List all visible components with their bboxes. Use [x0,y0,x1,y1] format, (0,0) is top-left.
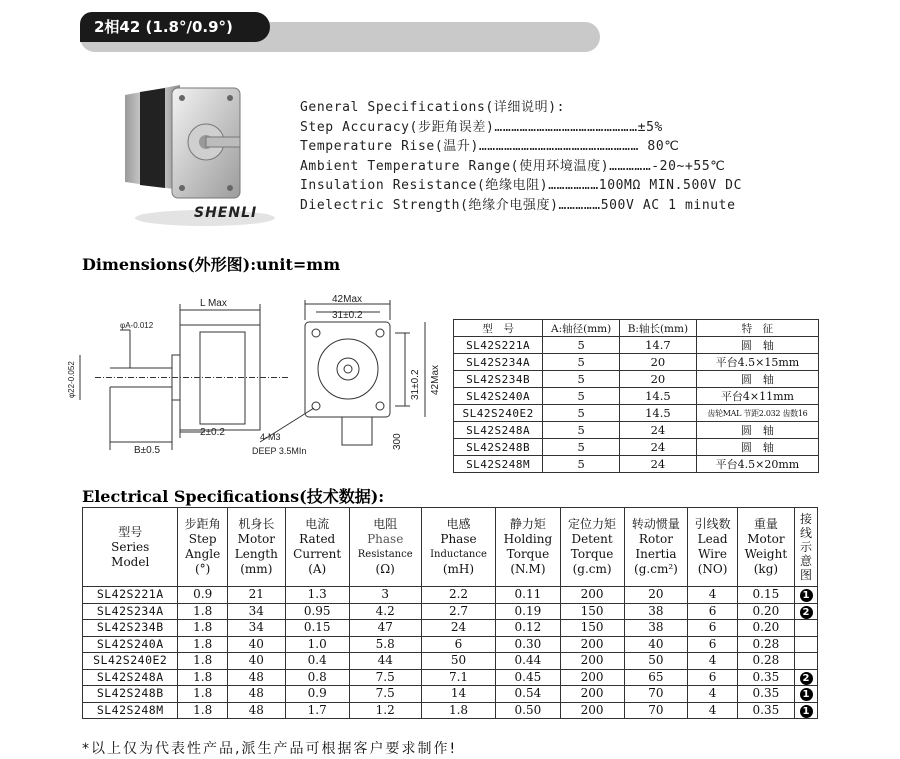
table-header-row [454,320,819,337]
model-cell: SL42S234A [83,603,178,620]
feature-cell: 圆 轴 [696,422,818,439]
col-header [688,508,737,587]
value-cell: 38 [624,620,688,637]
col-header-line: Phase [367,532,404,546]
value-cell: 4 [688,702,737,719]
col-header [624,508,688,587]
value-cell: 3 [349,587,421,604]
table-row [454,456,819,473]
col-header-line: Inertia [635,547,677,561]
value-cell: 1.3 [285,587,349,604]
table-row [454,405,819,422]
height-31-label: 31±0.2 [410,369,421,400]
shaft-len-cell: 14.5 [619,405,696,422]
value-cell: 0.9 [178,587,227,604]
shaft-dia-cell: 5 [543,422,620,439]
value-cell: 44 [349,653,421,670]
shaft-len-cell: 20 [619,354,696,371]
table-row [83,669,818,686]
col-header-line: Inductance [430,549,487,560]
screw-label: 4-M3 [260,432,281,442]
col-header-line: 重量 [753,517,778,531]
model-cell: SL42S240E2 [83,653,178,670]
value-cell: 200 [560,686,624,703]
model-cell: SL42S248M [83,702,178,719]
value-cell: 200 [560,653,624,670]
model-cell: SL42S248A [83,669,178,686]
value-cell: 1.8 [178,686,227,703]
model-cell: SL42S248B [83,686,178,703]
value-cell: 0.15 [285,620,349,637]
value-cell: 0.15 [737,587,794,604]
feature-cell: 平台4×11mm [696,388,818,405]
value-cell: 47 [349,620,421,637]
table-row [454,337,819,354]
model-cell: SL42S248B [454,439,543,456]
value-cell: 1.8 [421,702,495,719]
value-cell: 0.35 [737,702,794,719]
value-cell: 0.28 [737,636,794,653]
value-cell: 0.4 [285,653,349,670]
general-specifications [300,98,742,215]
col-header-line: Phase [440,532,477,546]
value-cell: 70 [624,686,688,703]
value-cell: 40 [624,636,688,653]
value-cell: 48 [227,669,285,686]
shaft-dia-cell: 5 [543,337,620,354]
width-42-label: 42Max [332,294,363,305]
lmax-label: L Max [200,298,227,309]
col-header [349,508,421,587]
shaft-dia-cell: 5 [543,354,620,371]
value-cell: 50 [421,653,495,670]
spec-line: Step Accuracy(步距角误差)……………………………………………±5% [300,119,663,135]
value-cell: 24 [421,620,495,637]
col-header-char: 意 [800,554,813,568]
table-row [83,636,818,653]
col-header-line: (°) [195,562,211,576]
shaft-len-cell: 14.7 [619,337,696,354]
width-31-label: 31±0.2 [332,310,363,321]
col-header-line: Weight [744,547,788,561]
wiring-diagram-badge: 1 [800,705,813,718]
value-cell: 0.19 [496,603,560,620]
page-title: 2相42 (1.8°/0.9°) [80,12,270,42]
model-cell: SL42S248A [454,422,543,439]
col-header-line: Holding [503,532,553,546]
value-cell: 34 [227,620,285,637]
value-cell: 1.7 [285,702,349,719]
value-cell: 7.5 [349,669,421,686]
col-header-line: Torque [506,547,550,561]
table-row [454,371,819,388]
table-row [83,653,818,670]
value-cell: 150 [560,603,624,620]
col-header-char: 线 [800,526,813,540]
col-header [737,508,794,587]
value-cell: 0.30 [496,636,560,653]
value-cell: 0.20 [737,620,794,637]
table-row [83,620,818,637]
col-header-line: Model [111,554,150,569]
shaft-dia-cell: 5 [543,405,620,422]
value-cell: 0.12 [496,620,560,637]
col-header [560,508,624,587]
feature-cell: 平台4.5×20mm [696,456,818,473]
col-header-line: 定位力矩 [568,517,617,531]
col-header-line: Step [188,532,217,546]
value-cell: 48 [227,702,285,719]
dimensions-title: Dimensions(外形图):unit=mm [82,255,341,274]
col-header: 型 号 [454,320,543,337]
electrical-title: Electrical Specifications(技术数据): [82,487,385,506]
wiring-diagram-badge: 1 [800,589,813,602]
col-header: B:轴长(mm) [619,320,696,337]
value-cell: 5.8 [349,636,421,653]
shaft-len-cell: 14.5 [619,388,696,405]
col-header-line: (NO) [697,562,728,576]
value-cell: 4.2 [349,603,421,620]
wiring-diagram-badge: 1 [800,688,813,701]
col-header-line: Current [293,547,342,561]
col-header-line: (N.M) [510,562,546,576]
value-cell: 1.0 [285,636,349,653]
wiring-cell [795,620,818,637]
spec-line: Insulation Resistance(绝缘电阻)………………100MΩ MIN.500V DC [300,178,743,193]
value-cell: 150 [560,620,624,637]
value-cell: 1.2 [349,702,421,719]
value-cell: 200 [560,702,624,719]
col-header-line: 静力矩 [509,517,546,531]
col-header-line: (mH) [442,562,475,576]
value-cell: 2.2 [421,587,495,604]
col-header-line: Wire [698,547,727,561]
value-cell: 6 [688,603,737,620]
value-cell: 6 [688,669,737,686]
spec-line: General Specifications(详细说明): [300,100,566,115]
col-header-line: (kg) [753,562,779,576]
col-header [227,508,285,587]
wiring-diagram-badge: 2 [800,672,813,685]
value-cell: 200 [560,669,624,686]
spec-line: Temperature Rise(温升)………………………………………………… 80℃ [300,139,680,154]
shaft-len-cell: 24 [619,439,696,456]
col-header-line: Rated [299,532,336,546]
spec-line: Dielectric Strength(绝缘介电强度)……………500V AC 1 minute [300,197,736,213]
dimension-drawing [60,290,450,465]
col-header-line: Lead [697,532,728,546]
col-header-char: 示 [800,540,813,554]
shaft-dia-cell: 5 [543,439,620,456]
value-cell: 48 [227,686,285,703]
value-cell: 65 [624,669,688,686]
value-cell: 0.8 [285,669,349,686]
value-cell: 6 [421,636,495,653]
col-header-line: 型号 [118,524,143,539]
footnote: *以上仅为代表性产品,派生产品可根据客户要求制作! [82,741,458,757]
value-cell: 7.1 [421,669,495,686]
shaft-dia-cell: 5 [543,388,620,405]
col-header-line: 电流 [305,517,330,531]
value-cell: 4 [688,587,737,604]
col-header-char: 图 [800,568,813,582]
col-header [178,508,227,587]
value-cell: 21 [227,587,285,604]
col-header-line: (g.cm) [572,562,612,576]
col-header-line: (Ω) [375,562,395,576]
wiring-cell [795,636,818,653]
value-cell: 7.5 [349,686,421,703]
col-header [285,508,349,587]
brand-logo: SHENLI [194,205,258,221]
value-cell: 1.8 [178,636,227,653]
col-header [83,508,178,587]
col-header-line: 步距角 [184,517,221,531]
wiring-cell [795,653,818,670]
value-cell: 40 [227,653,285,670]
lead-length-label: 300 [392,433,403,450]
dimensions-table [453,319,819,473]
col-header-line: Detent [571,532,613,546]
wiring-cell [795,686,818,703]
model-cell: SL42S234B [83,620,178,637]
value-cell: 0.54 [496,686,560,703]
value-cell: 4 [688,653,737,670]
table-row [454,439,819,456]
value-cell: 0.20 [737,603,794,620]
value-cell: 200 [560,636,624,653]
b-len-label: B±0.5 [134,445,161,456]
value-cell: 34 [227,603,285,620]
col-header-line: Series [111,539,150,554]
col-header-line: Rotor [638,532,673,546]
value-cell: 0.44 [496,653,560,670]
col-header [421,508,495,587]
col-header-line: (mm) [240,562,273,576]
value-cell: 1.8 [178,620,227,637]
table-row [83,587,818,604]
value-cell: 0.45 [496,669,560,686]
value-cell: 1.8 [178,702,227,719]
value-cell: 4 [688,686,737,703]
wiring-cell [795,587,818,604]
value-cell: 0.35 [737,686,794,703]
col-header-line: 电感 [446,517,471,531]
wiring-cell [795,669,818,686]
value-cell: 50 [624,653,688,670]
model-cell: SL42S240A [83,636,178,653]
value-cell: 6 [688,636,737,653]
col-header-line: Motor [237,532,275,546]
table-row [83,702,818,719]
table-row [454,422,819,439]
col-header-line: Resistance [357,549,413,560]
value-cell: 20 [624,587,688,604]
shaft-dia-label: φA-0.012 [120,321,154,330]
col-header-line: Angle [185,547,221,561]
col-header-line: Motor [747,532,785,546]
electrical-table [82,507,818,719]
col-header-line: 转动惯量 [631,517,680,531]
col-header [496,508,560,587]
value-cell: 1.8 [178,653,227,670]
wiring-cell [795,603,818,620]
table-row [83,603,818,620]
feature-cell: 圆 轴 [696,439,818,456]
col-header [795,508,818,587]
value-cell: 6 [688,620,737,637]
front-len-label: 2±0.2 [200,427,225,438]
model-cell: SL42S221A [454,337,543,354]
model-cell: SL42S240E2 [454,405,543,422]
shaft-dia-cell: 5 [543,371,620,388]
col-header-line: (g.cm²) [634,562,678,576]
wiring-diagram-badge: 2 [800,606,813,619]
value-cell: 200 [560,587,624,604]
value-cell: 1.8 [178,669,227,686]
model-cell: SL42S240A [454,388,543,405]
table-row [454,388,819,405]
col-header-line: Length [234,547,278,561]
col-header: A:轴径(mm) [543,320,620,337]
feature-cell: 齿轮MAL 节距2.032 齿数16 [696,405,818,422]
height-42-label: 42Max [430,364,441,395]
value-cell: 70 [624,702,688,719]
value-cell: 38 [624,603,688,620]
feature-cell: 圆 轴 [696,337,818,354]
value-cell: 2.7 [421,603,495,620]
value-cell: 40 [227,636,285,653]
spec-line: Ambient Temperature Range(使用环境温度)……………-20~+55℃ [300,158,726,174]
value-cell: 0.9 [285,686,349,703]
col-header-line: 机身长 [238,517,275,531]
col-header: 特 征 [696,320,818,337]
value-cell: 1.8 [178,603,227,620]
shaft-len-cell: 20 [619,371,696,388]
col-header-char: 接 [800,512,813,526]
col-header-line: (A) [308,562,327,576]
col-header-line: 电阻 [373,517,398,531]
model-cell: SL42S234B [454,371,543,388]
model-cell: SL42S248M [454,456,543,473]
value-cell: 0.95 [285,603,349,620]
model-cell: SL42S234A [454,354,543,371]
value-cell: 14 [421,686,495,703]
feature-cell: 平台4.5×15mm [696,354,818,371]
shaft-len-cell: 24 [619,422,696,439]
shaft-dia-cell: 5 [543,456,620,473]
col-header-line: 引线数 [694,517,731,531]
value-cell: 0.11 [496,587,560,604]
value-cell: 0.35 [737,669,794,686]
value-cell: 0.50 [496,702,560,719]
wiring-cell [795,702,818,719]
model-cell: SL42S221A [83,587,178,604]
shaft-len-cell: 24 [619,456,696,473]
table-header-row [83,508,818,587]
boss-dia-label: φ22-0.052 [67,361,76,398]
col-header-line: Torque [570,547,614,561]
table-row [454,354,819,371]
feature-cell: 圆 轴 [696,371,818,388]
table-row [83,686,818,703]
value-cell: 0.28 [737,653,794,670]
depth-label: DEEP 3.5MIn [252,446,307,456]
